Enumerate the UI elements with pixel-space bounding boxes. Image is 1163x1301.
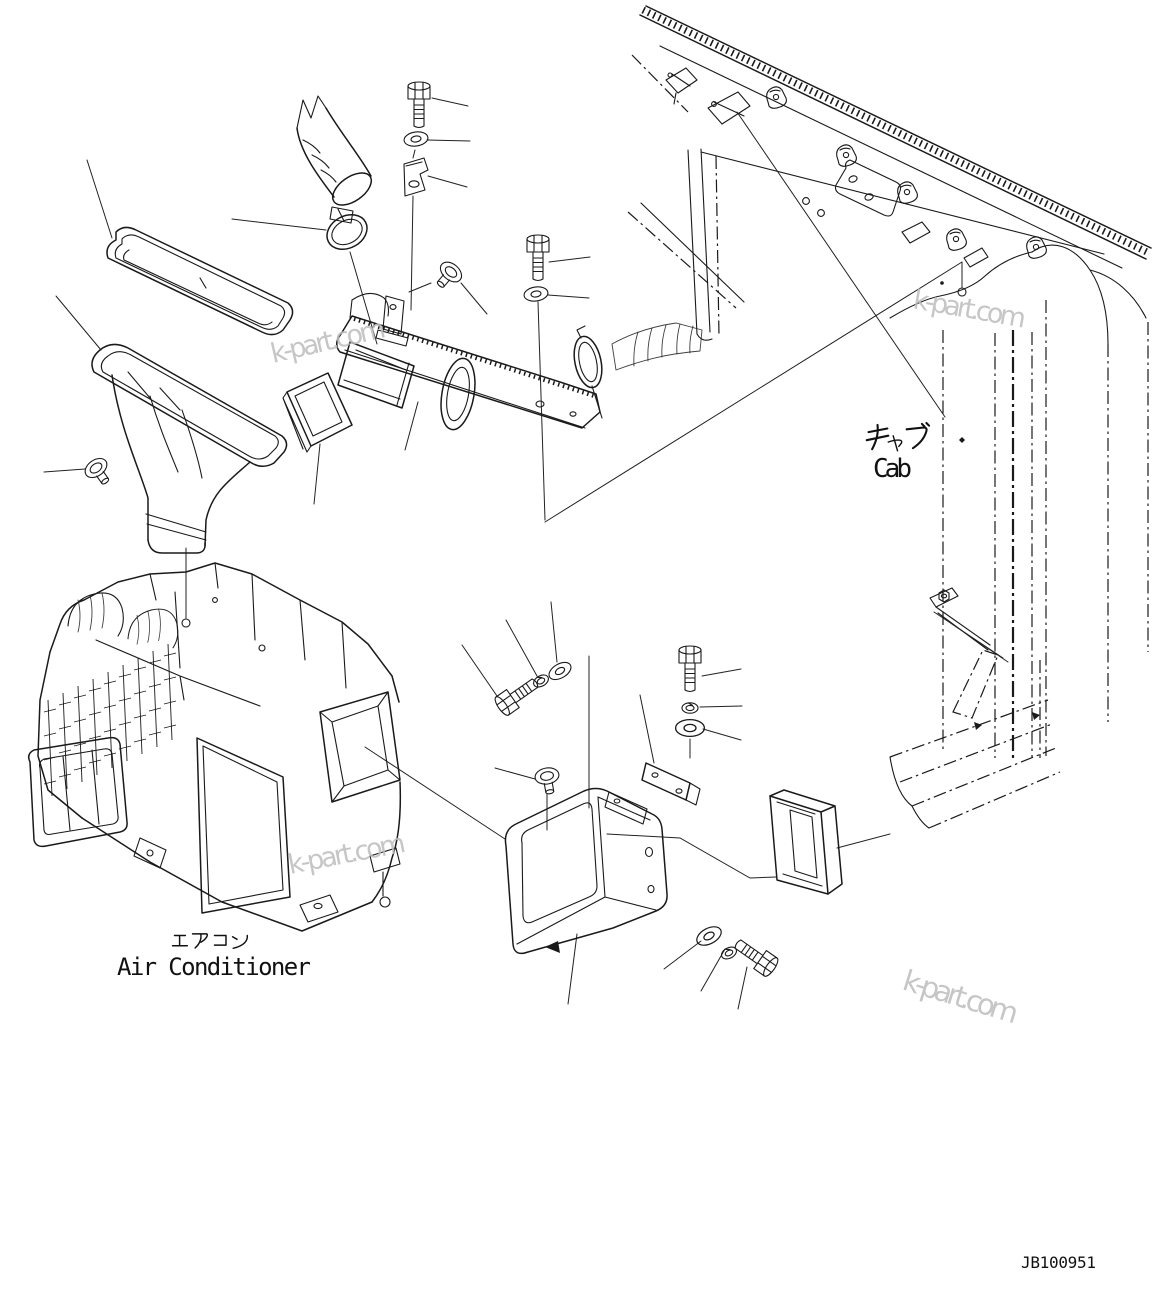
leader-line xyxy=(427,140,470,141)
vent-grille xyxy=(283,373,352,452)
leader-line xyxy=(837,834,890,848)
hex-bolt xyxy=(679,646,701,692)
leader-line xyxy=(664,941,747,1009)
door-frame xyxy=(688,149,719,340)
lower-bracket xyxy=(134,838,166,868)
band-clamp xyxy=(570,326,606,418)
fin-grid xyxy=(44,644,176,796)
diamond-mark xyxy=(959,437,965,443)
leader-line xyxy=(232,219,326,230)
flat-washer xyxy=(523,285,549,302)
blower-hump xyxy=(128,609,178,648)
leader-line xyxy=(314,444,320,504)
flat-washer xyxy=(694,923,725,949)
leader-line xyxy=(462,602,557,696)
assembly-line xyxy=(538,302,545,520)
cab-label-ja: キャブ xyxy=(857,426,937,456)
roof-clip xyxy=(898,182,918,203)
projection-line xyxy=(737,112,945,417)
air-conditioner-label-ja: エアコン xyxy=(171,932,251,956)
drain-plug xyxy=(82,455,117,490)
cab-label-en: Cab xyxy=(873,454,912,484)
roof-edge-line-2 xyxy=(640,15,1146,259)
watermark: k-part.com xyxy=(267,313,390,370)
roof-hole xyxy=(818,210,825,217)
roof-inner-edge xyxy=(660,46,1122,268)
cover-box xyxy=(505,789,667,954)
leader-line xyxy=(640,695,654,763)
watermark: k-part.com xyxy=(285,827,410,881)
duct-frame-seal xyxy=(770,790,842,894)
cab-label xyxy=(858,423,936,484)
lock-washer xyxy=(682,703,698,713)
leader-line xyxy=(432,98,468,106)
leader-line xyxy=(548,257,590,298)
blower-hump xyxy=(68,593,123,636)
cab-front-edge xyxy=(632,55,688,112)
blower-opening xyxy=(320,692,400,802)
duct-gasket-seal xyxy=(107,227,293,334)
foot-hole xyxy=(314,903,322,908)
assembly-line xyxy=(411,150,415,310)
watermark: k-part.com xyxy=(898,963,1024,1031)
mounting-bracket xyxy=(642,763,700,805)
roof-hole xyxy=(803,198,810,205)
projection-line xyxy=(607,834,776,878)
leader-line xyxy=(568,934,577,1004)
mount-dot xyxy=(940,281,944,285)
leader-line xyxy=(495,768,547,830)
clip-bracket xyxy=(404,158,428,196)
air-conditioner-label xyxy=(117,932,311,981)
filter-panel xyxy=(197,738,290,913)
flex-hose xyxy=(612,323,702,370)
inlet-hole xyxy=(182,619,190,627)
defroster-duct xyxy=(92,344,287,553)
lower-bracket-hole xyxy=(147,850,153,856)
roof-clip xyxy=(1027,237,1047,258)
cab-front-edge-3 xyxy=(628,212,736,308)
air-conditioner-label-en: Air Conditioner xyxy=(117,953,311,981)
hex-bolt xyxy=(408,82,430,128)
hex-bolt xyxy=(730,934,780,978)
vent-bezel xyxy=(29,738,127,847)
leader-line xyxy=(428,176,467,187)
roof-bracket xyxy=(902,222,988,267)
roof-edge-hatch xyxy=(643,10,1149,253)
projection-line xyxy=(365,747,505,839)
leader-line xyxy=(56,296,101,350)
air-conditioner-unit xyxy=(29,563,401,931)
corrugated-hose xyxy=(297,96,377,211)
flat-washer xyxy=(676,720,705,737)
leader-line xyxy=(405,402,418,450)
drawing-number: JB100951 xyxy=(1021,1253,1096,1272)
roof-edge-line xyxy=(646,6,1151,248)
flat-washer xyxy=(403,130,429,147)
hose-clamp xyxy=(321,207,373,256)
flat-washer xyxy=(546,659,574,683)
floor-step xyxy=(890,650,1060,828)
door-hinge xyxy=(666,68,750,124)
lock-washer xyxy=(531,672,550,689)
cab-structure xyxy=(628,6,1151,828)
watermarks xyxy=(268,284,1030,1030)
hex-bolt xyxy=(527,235,549,281)
cab-bottom-bracket xyxy=(930,588,1008,662)
watermark: k-part.com xyxy=(910,284,1030,335)
leader-line xyxy=(44,469,85,472)
leader-line xyxy=(700,669,742,740)
knob-plug xyxy=(534,766,562,796)
roof-clip xyxy=(947,229,967,250)
roof-clip xyxy=(767,87,787,108)
leader-line xyxy=(87,160,112,238)
push-pin-grommet xyxy=(430,258,465,293)
leader-line xyxy=(409,283,487,314)
